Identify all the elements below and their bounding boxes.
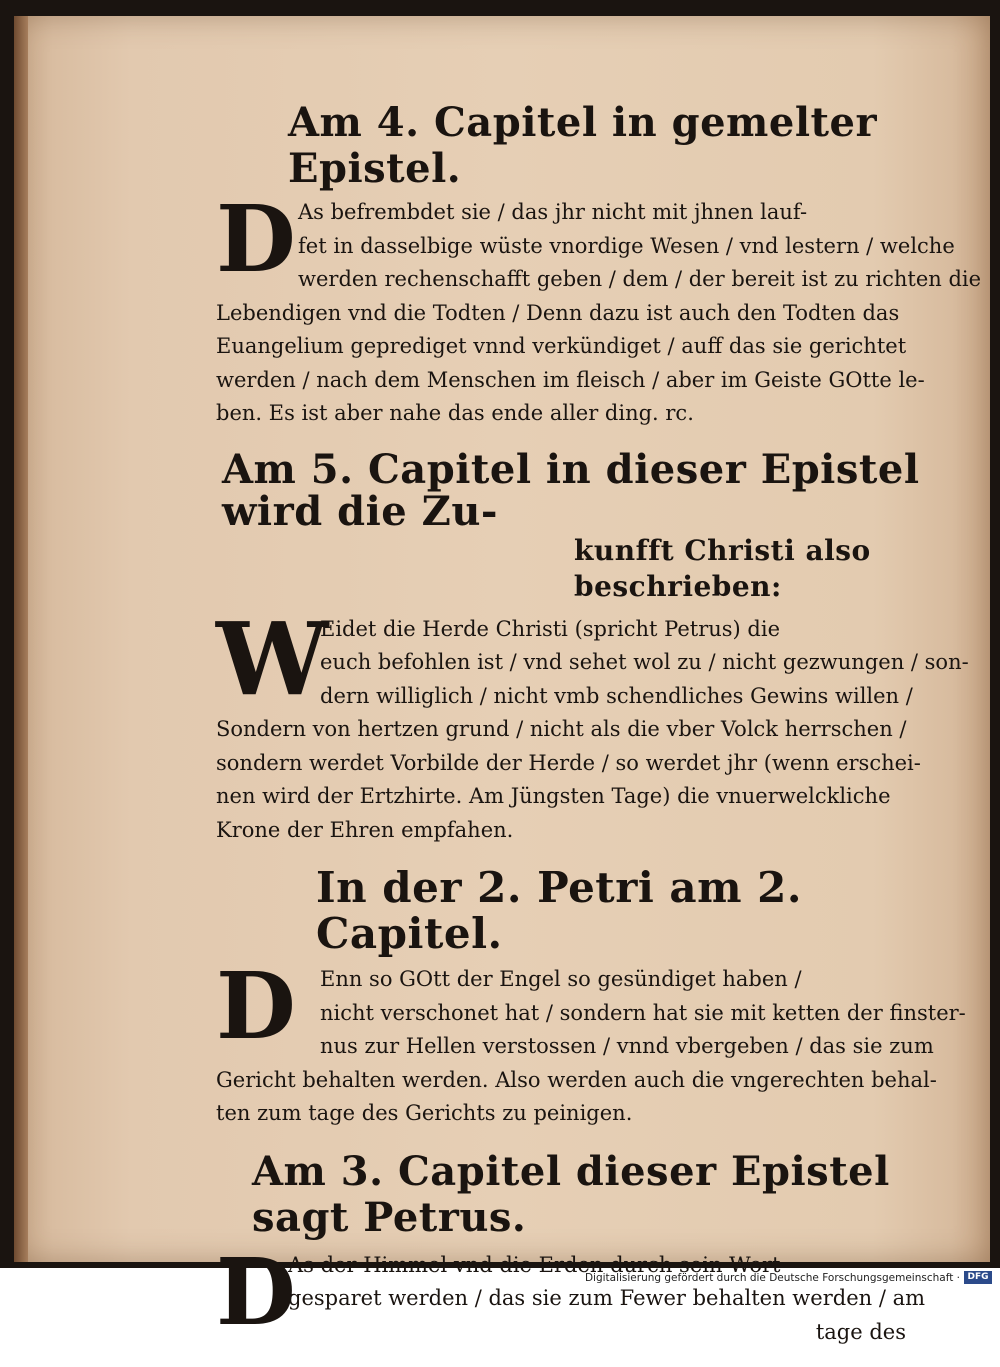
text-line: dern williglich / nicht vmb schendliches Gewins willen / xyxy=(320,683,913,708)
text-line: nus zur Hellen verstossen / vnnd vbergeben / das sie zum xyxy=(320,1034,934,1058)
text-line: fet in dasselbige wüste vnordige Wesen / vnd lestern / welche xyxy=(298,233,955,258)
text-line: gesparet werden / das sie zum Fewer behalten werden / am xyxy=(288,1286,926,1310)
text-line: werden / nach dem Menschen im fleisch / aber im Geiste GOtte le- xyxy=(216,367,925,392)
funding-credit: Digitalisierung gefördert durch die Deutsche Forschungsgemeinschaft · xyxy=(584,1272,960,1284)
heading-line: kunfft Christi also beschrieben: xyxy=(574,533,871,603)
section-chapter-5 xyxy=(216,599,969,848)
heading-chapter-4: Am 4. Capitel in gemelter Epistel. xyxy=(288,99,878,192)
text-line: Sondern von hertzen grund / nicht als die vber Volck herrschen / xyxy=(216,717,907,741)
text-line: Krone der Ehren empfahen. xyxy=(216,817,514,842)
catchword: tage des xyxy=(815,1319,906,1344)
drop-initial: D xyxy=(216,952,296,1060)
section-chapter-3 xyxy=(216,1237,946,1350)
text-line: As befrembdet sie / das jhr nicht mit jhnen lauf- xyxy=(298,200,808,224)
heading-2-petri-2: In der 2. Petri am 2. Capitel. xyxy=(316,863,803,958)
text-line: nen wird der Ertzhirte. Am Jüngsten Tage) die vnuerwelckliche xyxy=(216,784,891,808)
text-line: Euangelium geprediget vnnd verkündiget / auff das sie gerichtet xyxy=(216,334,907,358)
dfg-logo: DFG xyxy=(964,1271,992,1284)
heading-chapter-3: Am 3. Capitel dieser Epistel sagt Petrus. xyxy=(252,1147,890,1241)
page-edge xyxy=(14,16,28,1262)
section-chapter-4 xyxy=(216,185,982,431)
paragraph xyxy=(216,1237,946,1350)
drop-initial: W xyxy=(216,599,329,718)
text-line: Enn so GOtt der Engel so gesündiget haben / xyxy=(320,967,802,991)
text-line: As der Himmel vnd die Erden durch sein Wort xyxy=(288,1252,781,1277)
section-2-petri-2 xyxy=(216,952,966,1131)
text-line: ten zum tage des Gerichts zu peinigen. xyxy=(216,1101,633,1125)
heading-line: Am 5. Capitel in dieser Epistel wird die Zu- xyxy=(222,445,920,535)
paragraph xyxy=(216,185,982,431)
text-line: Gericht behalten werden. Also werden auch die vngerechten behal- xyxy=(216,1067,937,1092)
paragraph xyxy=(216,952,966,1131)
text-line: werden rechenschafft geben / dem / der bereit ist zu richten die xyxy=(298,267,982,291)
text-line: Eidet die Herde Christi (spricht Petrus) die xyxy=(320,616,780,641)
text-line: ben. Es ist aber nahe das ende aller ding. rc. xyxy=(216,401,694,425)
drop-initial: D xyxy=(216,1237,296,1346)
heading-chapter-5 xyxy=(216,445,946,605)
text-line: nicht verschonet hat / sondern hat sie mit ketten der finster- xyxy=(320,1000,966,1025)
text-line: Lebendigen vnd die Todten / Denn dazu ist auch den Todten das xyxy=(216,300,900,325)
text-line: euch befohlen ist / vnd sehet wol zu / nicht gezwungen / son- xyxy=(320,650,969,674)
drop-initial: D xyxy=(216,185,296,293)
text-line: sondern werdet Vorbilde der Herde / so werdet jhr (wenn erschei- xyxy=(216,750,921,775)
